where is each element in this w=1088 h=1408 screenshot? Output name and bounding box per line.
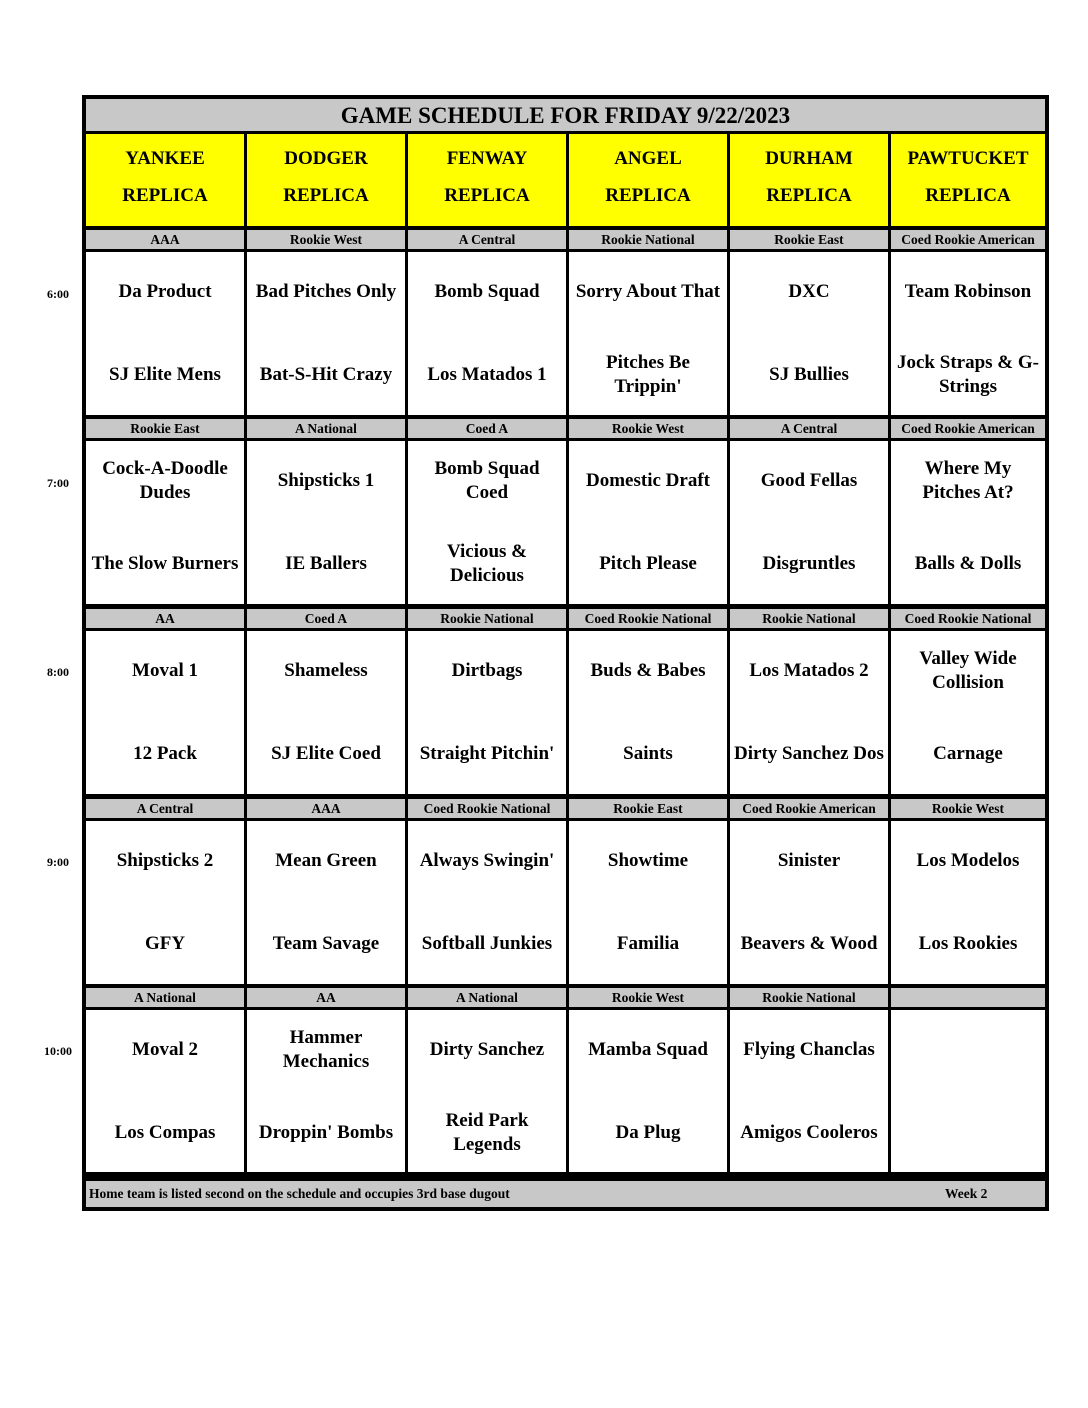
home-team: Dirty Sanchez Dos [734,743,884,764]
away-team: Shipsticks 2 [116,850,214,871]
home-team: Beavers & Wood [740,933,878,954]
division-label: Rookie West [569,419,727,438]
game-cell [569,441,727,604]
home-team: Amigos Cooleros [740,1122,878,1143]
footer-note: Home team is listed second on the schedule and occupies 3rd base dugout [89,1186,510,1201]
home-team: Vicious & Delicious [446,541,528,586]
away-team: Showtime [607,850,689,871]
game-cell [86,631,244,794]
away-team: Moval 2 [132,1039,198,1060]
division-label: Rookie East [86,419,244,438]
game-cell [730,631,888,794]
game-cell [891,252,1045,415]
away-team: Bomb Squad [434,281,540,302]
home-team: Los Rookies [918,933,1018,954]
division-label: Rookie West [891,799,1045,818]
game-cell [730,1010,888,1172]
game-cell [247,1010,405,1172]
away-team: Los Matados 2 [749,660,869,681]
home-team: SJ Elite Coed [271,743,381,764]
division-label: AAA [247,799,405,818]
division-label: A Central [730,419,888,438]
home-team: Familia [616,933,680,954]
division-label: A National [86,988,244,1007]
division-label: AA [86,609,244,628]
home-team: Team Savage [272,933,380,954]
field-header-durham [730,134,888,226]
game-cell [891,441,1045,604]
field-subtitle: REPLICA [766,185,852,206]
home-team: Da Plug [615,1122,681,1143]
away-team [891,1024,1045,1076]
away-team: DXC [788,281,830,302]
home-team: SJ Bullies [769,364,849,385]
field-name: PAWTUCKET [907,148,1029,169]
division-label: Coed Rookie American [891,419,1045,438]
division-label: Coed A [408,419,566,438]
field-subtitle: REPLICA [444,185,530,206]
away-team: Dirty Sanchez [429,1039,545,1060]
field-header-angel [569,134,727,226]
schedule-footer [86,1181,1045,1207]
field-header-fenway [408,134,566,226]
home-team: Softball Junkies [421,933,553,954]
away-team: Domestic Draft [586,470,710,491]
game-cell [569,1010,727,1172]
field-header-yankee [86,134,244,226]
division-label: A National [408,988,566,1007]
division-label: Rookie National [730,609,888,628]
field-subtitle: REPLICA [283,185,369,206]
game-cell [408,821,566,984]
game-cell [891,631,1045,794]
week-label: Week 2 [945,1186,988,1201]
home-team: The Slow Burners [91,553,239,574]
home-team: Straight Pitchin' [419,743,555,764]
away-team: Where My Pitches At? [922,458,1014,503]
away-team: Moval 1 [132,660,198,681]
home-team: 12 Pack [133,743,197,764]
field-subtitle: REPLICA [925,185,1011,206]
game-cell [86,441,244,604]
away-team: Team Robinson [904,281,1032,302]
division-label: AA [247,988,405,1007]
page-title: GAME SCHEDULE FOR FRIDAY 9/22/2023 [86,99,1045,131]
home-team: Droppin' Bombs [258,1122,394,1143]
division-label [891,988,1045,1007]
division-label: Rookie National [408,609,566,628]
game-cell [247,631,405,794]
home-team: IE Ballers [285,553,367,574]
away-team: Los Modelos [916,850,1020,871]
division-label: Rookie East [730,230,888,249]
division-label: A Central [408,230,566,249]
game-cell [86,821,244,984]
field-name: DODGER [284,148,368,169]
home-team: Carnage [933,743,1003,764]
field-subtitle: REPLICA [605,185,691,206]
field-header-pawtucket [891,134,1045,226]
field-name: DURHAM [765,148,853,169]
division-label: Coed Rookie National [569,609,727,628]
away-team: Bad Pitches Only [255,281,397,302]
division-label: Rookie East [569,799,727,818]
away-team: Hammer Mechanics [282,1027,370,1072]
home-team: Jock Straps & G-Strings [897,352,1039,397]
game-cell [730,821,888,984]
game-cell [408,631,566,794]
game-cell [247,252,405,415]
division-label: A National [247,419,405,438]
division-label: Coed Rookie American [730,799,888,818]
away-team: Buds & Babes [590,660,706,681]
game-cell [569,821,727,984]
field-name: YANKEE [125,148,205,169]
division-label: Rookie West [247,230,405,249]
home-team [891,1107,1045,1159]
away-team: Valley Wide Collision [919,648,1017,693]
field-subtitle: REPLICA [122,185,208,206]
game-cell [408,441,566,604]
away-team: Always Swingin' [419,850,555,871]
division-label: Rookie National [569,230,727,249]
away-team: Sinister [777,850,841,871]
home-team: Reid Park Legends [445,1110,529,1155]
game-cell [408,1010,566,1172]
division-label: Coed Rookie National [891,609,1045,628]
schedule-table [82,95,1049,1211]
away-team: Dirtbags [451,660,523,681]
time-label: 10:00 [44,1044,72,1058]
division-label: AAA [86,230,244,249]
division-label: Rookie National [730,988,888,1007]
division-label: Coed A [247,609,405,628]
away-team: Mean Green [275,850,377,871]
game-cell [569,252,727,415]
away-team: Mamba Squad [588,1039,708,1060]
field-name: ANGEL [614,148,682,169]
away-team: Bomb Squad Coed [434,458,540,503]
away-team: Flying Chanclas [743,1039,875,1060]
time-label: 9:00 [47,855,69,869]
away-team: Da Product [118,281,212,302]
home-team: Balls & Dolls [914,553,1022,574]
home-team: Saints [623,743,673,764]
game-cell [247,821,405,984]
game-cell [730,252,888,415]
time-label: 8:00 [47,665,69,679]
home-team: Pitch Please [599,553,697,574]
home-team: Los Matados 1 [427,364,547,385]
home-team: Bat-S-Hit Crazy [259,364,393,385]
away-team: Shipsticks 1 [277,470,375,491]
game-cell [891,821,1045,984]
field-name: FENWAY [446,148,528,169]
game-cell [730,441,888,604]
game-cell [86,252,244,415]
time-label: 6:00 [47,287,69,301]
game-cell [408,252,566,415]
home-team: Los Compas [114,1122,216,1143]
home-team: Disgruntles [762,553,856,574]
division-label: Coed Rookie National [408,799,566,818]
game-cell [247,441,405,604]
game-cell [891,1010,1045,1172]
away-team: Good Fellas [760,470,858,491]
home-team: GFY [144,933,186,954]
away-team: Shameless [284,660,368,681]
home-team: Pitches Be Trippin' [606,352,690,397]
game-cell [86,1010,244,1172]
field-header-dodger [247,134,405,226]
home-team: SJ Elite Mens [109,364,221,385]
time-label: 7:00 [47,476,69,490]
division-label: Coed Rookie American [891,230,1045,249]
away-team: Cock-A-Doodle Dudes [102,458,228,503]
game-cell [569,631,727,794]
division-label: Rookie West [569,988,727,1007]
division-label: A Central [86,799,244,818]
away-team: Sorry About That [575,281,721,302]
